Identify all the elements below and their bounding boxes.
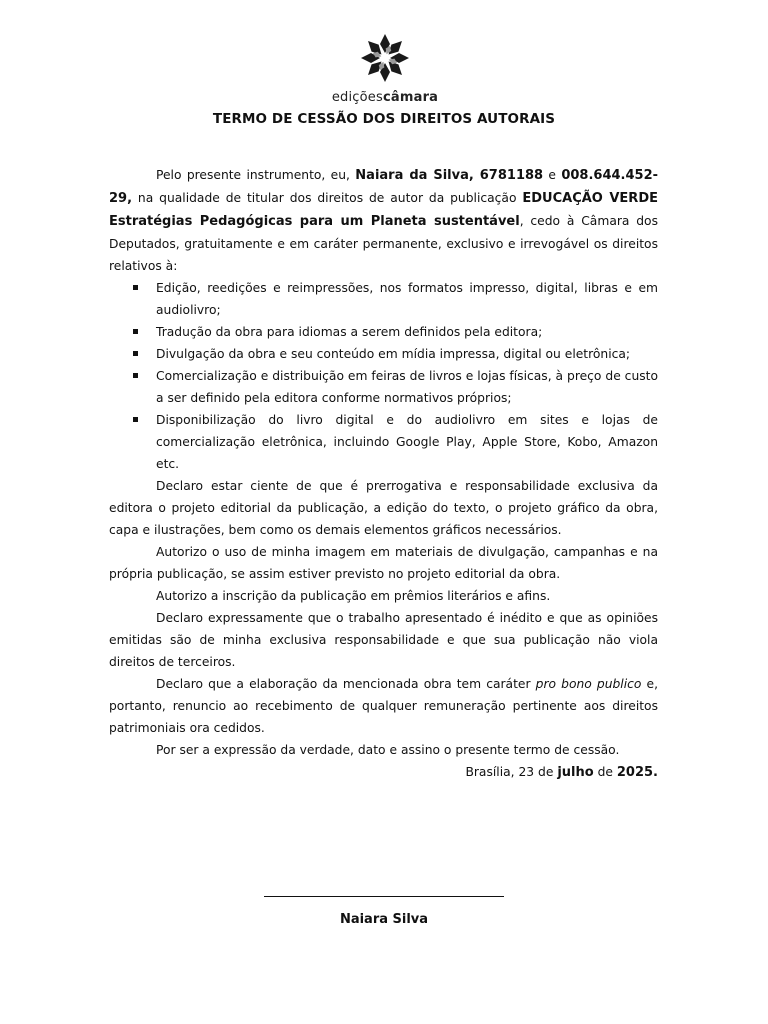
list-item: Divulgação da obra e seu conteúdo em mídia impressa, digital ou eletrônica; (109, 343, 658, 365)
edicoes-camara-logo (330, 28, 440, 110)
signature-name: Naiara Silva (339, 912, 429, 927)
list-item: Comercialização e distribuição em feiras de livros e lojas físicas, à preço de custo a ser definido pela editora conforme normativos próprios; (109, 365, 658, 409)
document-body (109, 164, 658, 784)
list-item: Disponibilização do livro digital e do audiolivro em sites e lojas de comercialização eletrônica, incluindo Google Play, Apple Store, Kobo, Amazon etc. (109, 409, 658, 475)
pro-bono-paragraph: Declaro que a elaboração da mencionada obra tem caráter pro bono publico e, portanto, renuncio ao recebimento de qualquer remuneração pertinente aos direitos patrimoniais ora cedidos. (109, 677, 659, 735)
signature-line (264, 896, 504, 897)
awards-paragraph: Autorizo a inscrição da publicação em prêmios literários e afins. (156, 589, 551, 603)
rights-list (109, 277, 658, 475)
closing-paragraph: Por ser a expressão da verdade, dato e assino o presente termo de cessão. (156, 743, 620, 757)
originality-paragraph: Declaro expressamente que o trabalho apresentado é inédito e que as opiniões emitidas são de minha exclusiva responsabilidade e que sua publicação não viola direitos de terceiros. (109, 611, 658, 669)
author-name: Naiara da Silva, 6781188 (355, 168, 544, 183)
list-item: Tradução da obra para idiomas a serem definidos pela editora; (109, 321, 658, 343)
publication-title: EDUCAÇÃO VERDE Estratégias Pedagógicas para um Planeta sustentável (109, 191, 658, 229)
flower-logo-icon (349, 28, 421, 90)
logo-text-camara: câmara (382, 90, 439, 105)
document-title: TERMO DE CESSÃO DOS DIREITOS AUTORAIS (212, 111, 556, 127)
author-cpf: 008.644.452-29, (109, 168, 659, 206)
logo-text-edicoes: edições (331, 90, 383, 105)
list-item: Edição, reedições e reimpressões, nos formatos impresso, digital, libras e em audiolivro; (109, 277, 658, 321)
image-use-paragraph: Autorizo o uso de minha imagem em materiais de divulgação, campanhas e na própria publicação, se assim estiver previsto no projeto editorial da obra. (109, 545, 658, 581)
editorial-paragraph: Declaro estar ciente de que é prerrogativa e responsabilidade exclusiva da editora o projeto editorial da publicação, a edição do texto, o projeto gráfico da obra, capa e ilustrações, bem como os demais elementos gráficos necessários. (109, 479, 658, 537)
logo-wordmark (330, 90, 440, 105)
intro-paragraph: Pelo presente instrumento, eu, Naiara da Silva, 6781188 e 008.644.452-29, na qualidade de titular dos direitos de autor da publicação EDUCAÇÃO VERDE Estratégias Pedagógicas para um Planeta sustentável, cedo à Câmara dos Deputados, gratuitamente e em caráter permanente, exclusivo e irrevogável os direitos relativos à: (109, 168, 659, 273)
date-line: Brasília, 23 de julho de 2025. (465, 765, 658, 780)
